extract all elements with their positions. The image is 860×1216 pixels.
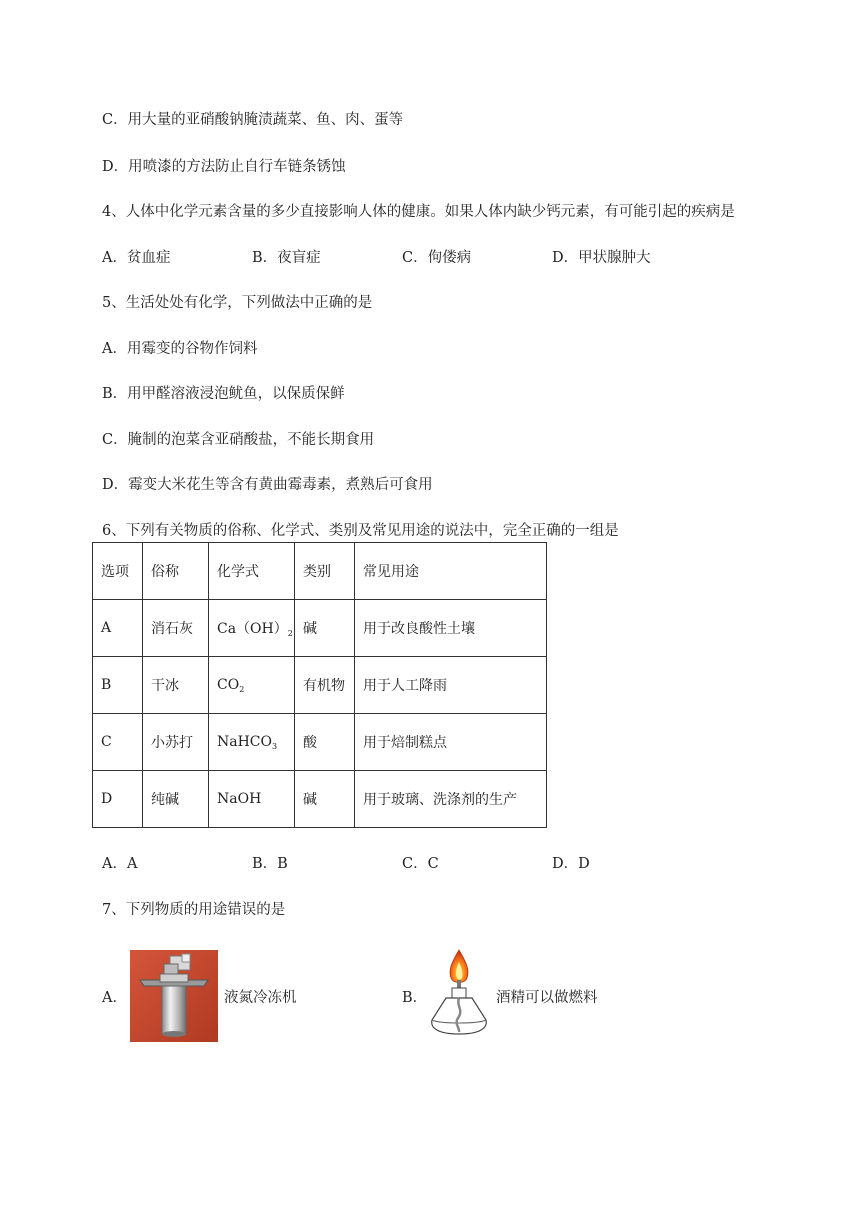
alcohol-lamp-picture bbox=[424, 948, 494, 1040]
use-cell: 用于人工降雨 bbox=[355, 657, 547, 714]
formula-cell bbox=[209, 657, 295, 714]
q6-option-c: C．C bbox=[402, 856, 439, 872]
formula-text: Ca（OH） bbox=[217, 621, 288, 637]
name-cell: 干冰 bbox=[143, 657, 209, 714]
name-cell: 小苏打 bbox=[143, 714, 209, 771]
header-cell: 常见用途 bbox=[355, 543, 547, 600]
q6-stem: 6、下列有关物质的俗称、化学式、类别及常见用途的说法中，完全正确的一组是 bbox=[102, 523, 619, 539]
q4-option-a: A．贫血症 bbox=[102, 250, 171, 266]
q7-option-b-caption: 酒精可以做燃料 bbox=[496, 990, 598, 1006]
header-cell: 选项 bbox=[93, 543, 143, 600]
q5-option-b: B．用甲醛溶液浸泡鱿鱼，以保质保鲜 bbox=[102, 386, 345, 402]
name-cell: 纯碱 bbox=[143, 771, 209, 828]
category-cell: 碱 bbox=[295, 600, 355, 657]
q4-option-d: D．甲状腺肿大 bbox=[552, 250, 651, 266]
formula-cell bbox=[209, 771, 295, 828]
name-cell: 消石灰 bbox=[143, 600, 209, 657]
alcohol-lamp-image bbox=[424, 948, 494, 1040]
q7-option-b-label: B． bbox=[402, 990, 428, 1006]
q5-option-d: D．霉变大米花生等含有黄曲霉毒素，煮熟后可食用 bbox=[102, 477, 433, 493]
use-cell: 用于玻璃、洗涤剂的生产 bbox=[355, 771, 547, 828]
header-cell: 类别 bbox=[295, 543, 355, 600]
formula-subscript: 3 bbox=[272, 741, 278, 751]
q4-option-b: B．夜盲症 bbox=[252, 250, 321, 266]
table-row bbox=[93, 657, 547, 714]
q5-option-a: A．用霉变的谷物作饲料 bbox=[102, 341, 258, 357]
q4-stem: 4、人体中化学元素含量的多少直接影响人体的健康。如果人体内缺少钙元素，有可能引起的疾病是 bbox=[102, 204, 735, 220]
table-row bbox=[93, 600, 547, 657]
q6-option-b: B．B bbox=[252, 856, 288, 872]
formula-text: NaHCO bbox=[217, 733, 272, 750]
q3-option-d: D．用喷漆的方法防止自行车链条锈蚀 bbox=[102, 159, 346, 175]
header-cell: 俗称 bbox=[143, 543, 209, 600]
formula-text: NaOH bbox=[217, 791, 262, 807]
formula-subscript: 2 bbox=[287, 629, 293, 638]
use-cell: 用于焙制糕点 bbox=[355, 714, 547, 771]
category-cell: 酸 bbox=[295, 714, 355, 771]
category-cell: 有机物 bbox=[295, 657, 355, 714]
option-cell: B bbox=[93, 657, 143, 714]
q5-stem: 5、生活处处有化学，下列做法中正确的是 bbox=[102, 295, 373, 311]
q7-stem: 7、下列物质的用途错误的是 bbox=[102, 902, 286, 918]
q7-option-a-caption: 液氮冷冻机 bbox=[224, 990, 297, 1006]
table-header-row bbox=[93, 543, 547, 600]
q6-option-d: D．D bbox=[552, 856, 590, 872]
formula-cell bbox=[209, 714, 295, 771]
q3-option-c: C．用大量的亚硝酸钠腌渍蔬菜、鱼、肉、蛋等 bbox=[102, 112, 404, 128]
use-cell: 用于改良酸性土壤 bbox=[355, 600, 547, 657]
q6-table bbox=[92, 542, 547, 828]
liquid-nitrogen-freezer-image bbox=[130, 950, 218, 1042]
formula-subscript: 2 bbox=[239, 684, 245, 694]
formula-text: CO bbox=[217, 676, 240, 693]
header-cell: 化学式 bbox=[209, 543, 295, 600]
q4-option-c: C．佝偻病 bbox=[402, 250, 472, 266]
formula-cell bbox=[209, 600, 295, 657]
q7-option-a-label: A． bbox=[102, 990, 127, 1006]
table-row bbox=[93, 714, 547, 771]
q6-option-a: A．A bbox=[102, 856, 138, 872]
q5-option-c: C．腌制的泡菜含亚硝酸盐，不能长期食用 bbox=[102, 432, 375, 448]
option-cell: A bbox=[93, 600, 143, 657]
option-cell: D bbox=[93, 771, 143, 828]
category-cell: 碱 bbox=[295, 771, 355, 828]
option-cell: C bbox=[93, 714, 143, 771]
table-row bbox=[93, 771, 547, 828]
freezer-picture bbox=[130, 950, 218, 1042]
